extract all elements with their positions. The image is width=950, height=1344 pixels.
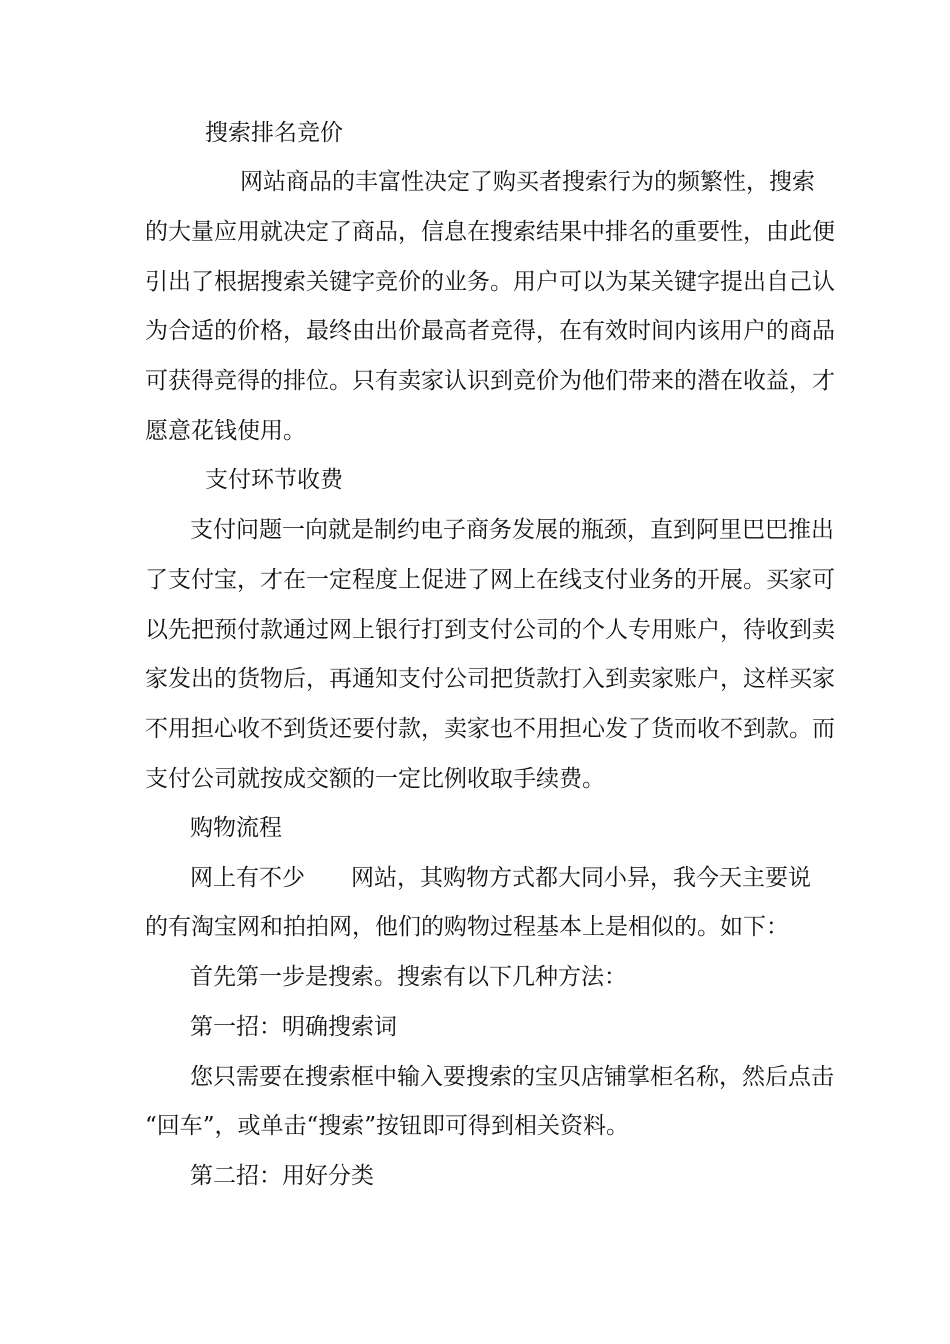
paragraph-line: 家发出的货物后，再通知支付公司把货款打入到卖家账户，这样买家 — [145, 666, 835, 692]
paragraph-line: 为合适的价格，最终由出价最高者竞得，在有效时间内该用户的商品 — [145, 318, 835, 344]
paragraph-line: 了支付宝，才在一定程度上促进了网上在线支付业务的开展。买家可 — [145, 567, 835, 593]
tip-heading: 第一招：明确搜索词 — [190, 1014, 397, 1040]
paragraph-line: 支付公司就按成交额的一定比例收取手续费。 — [145, 766, 605, 792]
paragraph-line: “回车”，或单击“搜索”按钮即可得到相关资料。 — [145, 1113, 630, 1139]
paragraph-line: 愿意花钱使用。 — [145, 418, 306, 444]
paragraph-line: 支付问题一向就是制约电子商务发展的瓶颈，直到阿里巴巴推出 — [190, 517, 834, 543]
section-heading-shopping-process: 购物流程 — [190, 815, 282, 841]
section-heading-search-bidding: 搜索排名竞价 — [205, 120, 343, 146]
paragraph-line: 不用担心收不到货还要付款，卖家也不用担心发了货而收不到款。而 — [145, 716, 835, 742]
paragraph-line: 首先第一步是搜索。搜索有以下几种方法： — [190, 964, 627, 990]
paragraph-line: 的有淘宝网和拍拍网，他们的购物过程基本上是相似的。如下： — [145, 914, 789, 940]
paragraph-line: 您只需要在搜索框中输入要搜索的宝贝店铺掌柜名称，然后点击 — [190, 1064, 834, 1090]
paragraph-line: 网上有不少 网站，其购物方式都大同小异，我今天主要说 — [190, 865, 811, 891]
paragraph-line: 可获得竞得的排位。只有卖家认识到竞价为他们带来的潜在收益，才 — [145, 368, 835, 394]
section-heading-payment-fee: 支付环节收费 — [205, 467, 343, 493]
paragraph-line: 引出了根据搜索关键字竞价的业务。用户可以为某关键字提出自己认 — [145, 269, 835, 295]
tip-heading: 第二招：用好分类 — [190, 1163, 374, 1189]
paragraph-line: 网站商品的丰富性决定了购买者搜索行为的频繁性，搜索 — [240, 169, 815, 195]
paragraph-line: 以先把预付款通过网上银行打到支付公司的个人专用账户，待收到卖 — [145, 617, 835, 643]
paragraph-line: 的大量应用就决定了商品，信息在搜索结果中排名的重要性，由此便 — [145, 219, 835, 245]
